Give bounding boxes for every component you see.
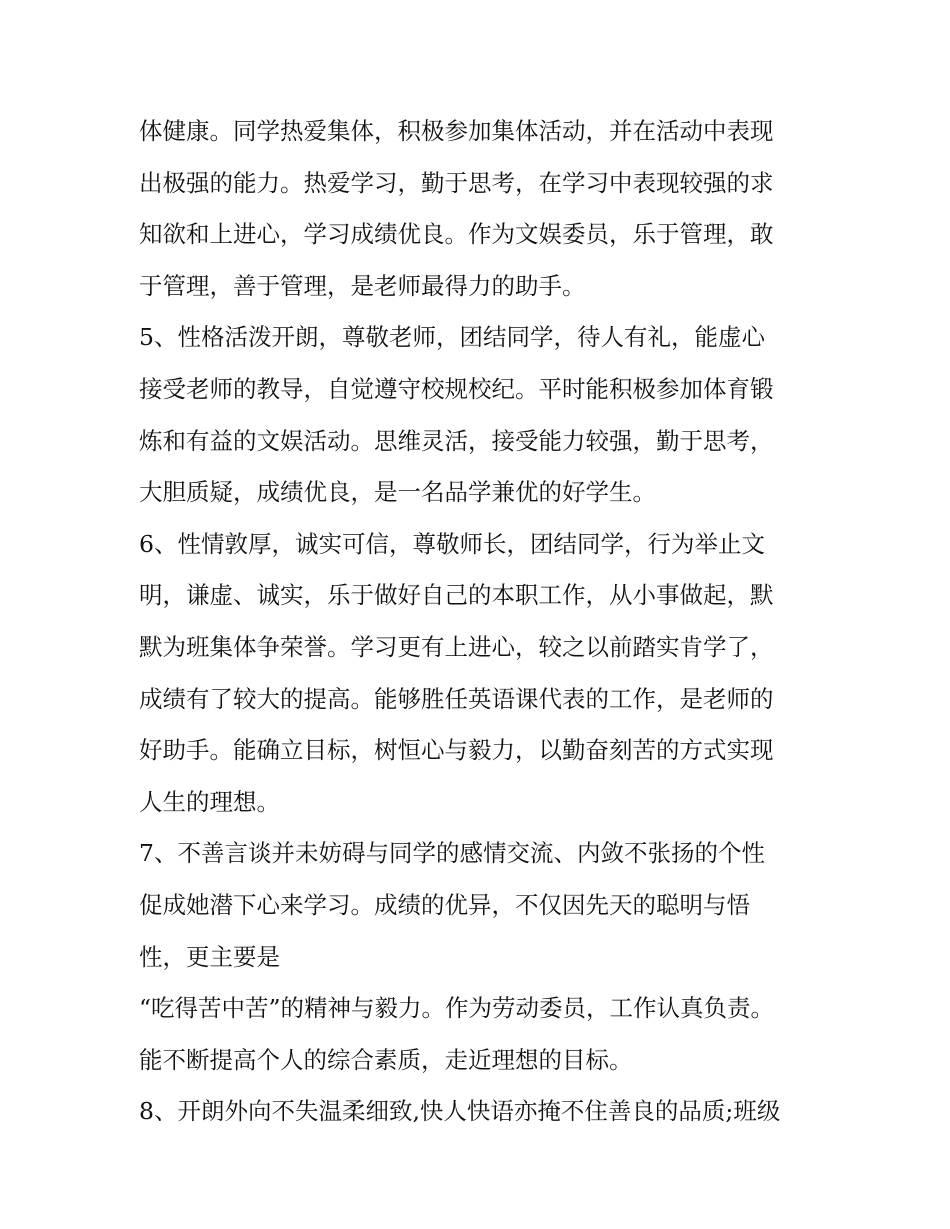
text-line: 炼和有益的文娱活动。思维灵活，接受能力较强，勤于思考， <box>139 426 774 455</box>
text-line: 体健康。同学热爱集体，积极参加集体活动，并在活动中表现 <box>139 117 774 145</box>
document-body <box>139 106 829 1138</box>
text-line: 促成她潜下心来学习。成绩的优异，不仅因先天的聪明与悟 <box>139 890 750 919</box>
text-line: 默为班集体争荣誉。学习更有上进心，较之以前踏实肯学了， <box>139 632 774 661</box>
text-line: 人生的理想。 <box>139 787 280 816</box>
text-line: 5、性格活泼开朗，尊敬老师，团结同学，待人有礼，能虚心 <box>139 323 765 352</box>
text-line: 于管理，善于管理，是老师最得力的助手。 <box>139 271 586 300</box>
text-line: 大胆质疑，成绩优良，是一名品学兼优的好学生。 <box>139 478 656 507</box>
text-line: 接受老师的教导，自觉遵守校规校纪。平时能积极参加体育锻 <box>139 374 774 403</box>
text-line: 7、不善言谈并未妨碍与同学的感情交流、内敛不张扬的个性 <box>139 839 765 868</box>
text-line: 能不断提高个人的综合素质，走近理想的目标。 <box>139 1045 633 1074</box>
text-line: 8、开朗外向不失温柔细致,快人快语亦掩不住善良的品质;班级 <box>139 1097 781 1126</box>
text-line: “吃得苦中苦”的精神与毅力。作为劳动委员，工作认真负责。 <box>139 994 775 1023</box>
text-line: 性，更主要是 <box>139 942 280 971</box>
text-line: 明，谦虚、诚实，乐于做好自己的本职工作，从小事做起，默 <box>139 581 774 610</box>
text-line: 成绩有了较大的提高。能够胜任英语课代表的工作，是老师的 <box>139 684 774 713</box>
text-line: 6、性情敦厚，诚实可信，尊敬师长，团结同学，行为举止文 <box>139 529 765 558</box>
text-line: 出极强的能力。热爱学习，勤于思考，在学习中表现较强的求 <box>139 168 774 197</box>
text-line: 好助手。能确立目标，树恒心与毅力，以勤奋刻苦的方式实现 <box>139 736 774 765</box>
text-line: 知欲和上进心，学习成绩优良。作为文娱委员，乐于管理，敢 <box>139 220 774 249</box>
